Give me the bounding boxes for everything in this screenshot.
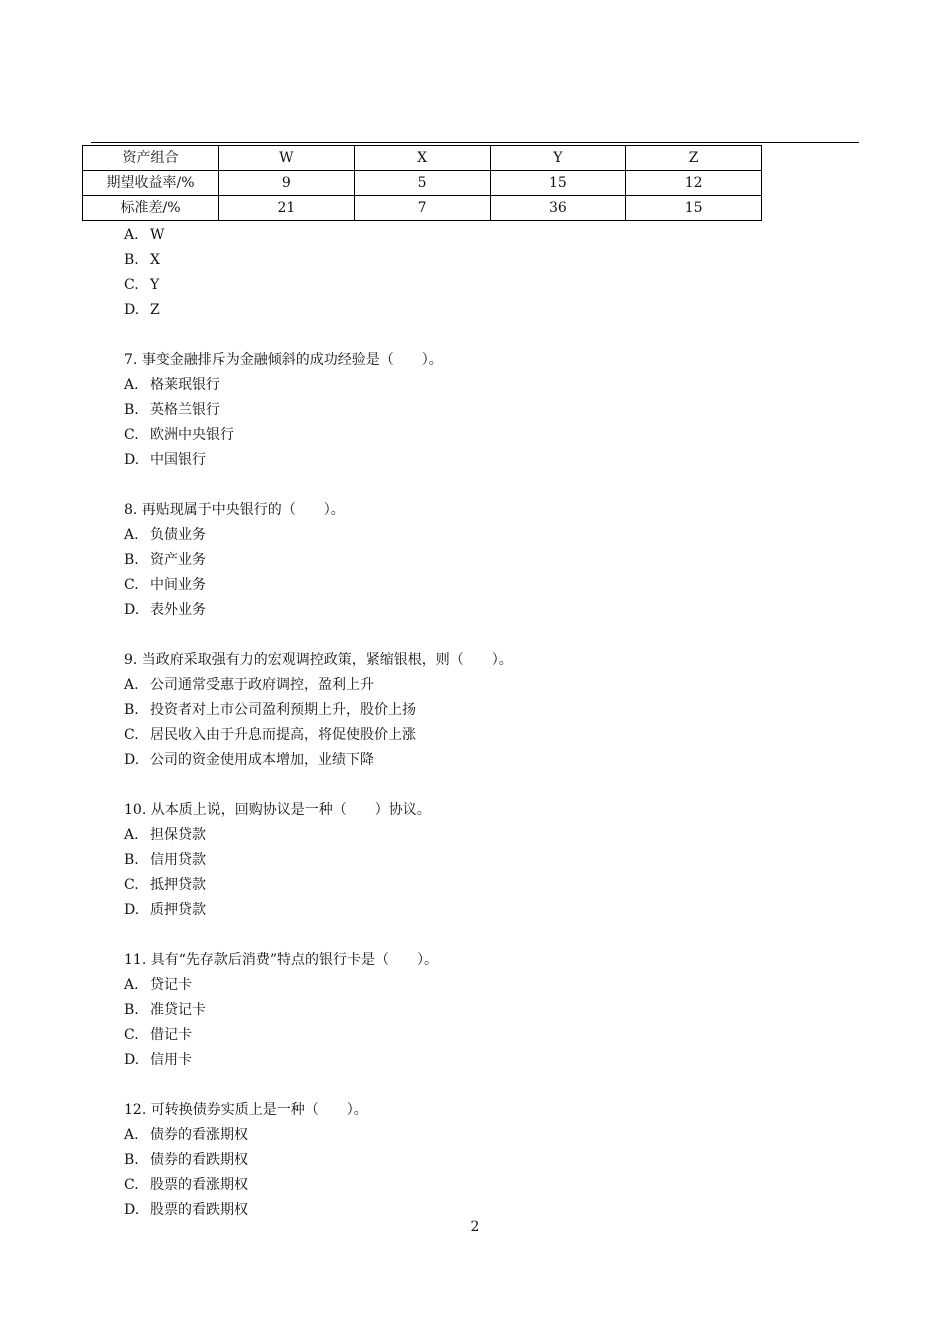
table-cell: Z — [626, 146, 762, 171]
option-line — [124, 1123, 824, 1148]
option-letter: B. — [124, 402, 139, 418]
option-line — [124, 223, 824, 248]
option-text: 公司的资金使用成本增加，业绩下降 — [150, 752, 374, 768]
option-letter: B. — [124, 1152, 139, 1168]
option-text: 担保贷款 — [150, 827, 206, 843]
table-cell: X — [354, 146, 490, 171]
option-letter: D. — [124, 752, 140, 768]
option-line — [124, 1023, 824, 1048]
option-letter: B. — [124, 1002, 139, 1018]
question-7 — [124, 348, 824, 473]
option-line — [124, 998, 824, 1023]
option-text: 准贷记卡 — [150, 1002, 206, 1018]
option-letter: C. — [124, 277, 139, 293]
option-text: Y — [150, 277, 160, 293]
q6-options — [124, 223, 824, 323]
option-letter: B. — [124, 552, 139, 568]
option-line — [124, 398, 824, 423]
option-text: Z — [150, 302, 160, 318]
table-cell: 36 — [490, 196, 626, 221]
option-letter: D. — [124, 1052, 140, 1068]
option-letter: D. — [124, 902, 140, 918]
option-line — [124, 748, 824, 773]
option-letter: C. — [124, 1177, 139, 1193]
question-content — [124, 223, 824, 1223]
option-text: 负债业务 — [150, 527, 206, 543]
table-cell: 9 — [219, 171, 355, 196]
question-stem: 7. 事变金融排斥为金融倾斜的成功经验是（ ）。 — [124, 352, 443, 368]
option-text: 英格兰银行 — [150, 402, 220, 418]
option-text: 抵押贷款 — [150, 877, 206, 893]
option-letter: B. — [124, 852, 139, 868]
option-text: 中间业务 — [150, 577, 206, 593]
table-cell: 21 — [219, 196, 355, 221]
option-line — [124, 823, 824, 848]
option-line — [124, 698, 824, 723]
option-text: 中国银行 — [150, 452, 206, 468]
option-text: 资产业务 — [150, 552, 206, 568]
question-stem: 11. 具有“先存款后消费”特点的银行卡是（ ）。 — [124, 952, 439, 968]
option-text: 信用卡 — [150, 1052, 192, 1068]
table-cell: 标准差/% — [83, 196, 219, 221]
option-line — [124, 448, 824, 473]
option-text: W — [150, 227, 165, 243]
option-line — [124, 248, 824, 273]
question-stem: 9. 当政府采取强有力的宏观调控政策，紧缩银根，则（ ）。 — [124, 652, 513, 668]
option-text: 居民收入由于升息而提高，将促使股价上涨 — [150, 727, 416, 743]
question-12 — [124, 1098, 824, 1223]
option-text: X — [150, 252, 160, 268]
question-stem: 12. 可转换债券实质上是一种（ ）。 — [124, 1102, 368, 1118]
option-text: 表外业务 — [150, 602, 206, 618]
option-letter: D. — [124, 602, 140, 618]
option-letter: D. — [124, 452, 140, 468]
option-letter: D. — [124, 1202, 140, 1218]
option-text: 质押贷款 — [150, 902, 206, 918]
question-stem: 10. 从本质上说，回购协议是一种（ ）协议。 — [124, 802, 431, 818]
option-letter: A. — [124, 977, 139, 993]
option-text: 股票的看涨期权 — [150, 1177, 248, 1193]
option-letter: B. — [124, 702, 139, 718]
option-letter: B. — [124, 252, 139, 268]
option-line — [124, 673, 824, 698]
option-letter: A. — [124, 1127, 139, 1143]
option-letter: C. — [124, 727, 139, 743]
option-line — [124, 598, 824, 623]
option-line — [124, 548, 824, 573]
table-header-row — [83, 146, 762, 171]
option-line — [124, 1173, 824, 1198]
question-stem: 8. 再贴现属于中央银行的（ ）。 — [124, 502, 345, 518]
question-8 — [124, 498, 824, 623]
option-text: 股票的看跌期权 — [150, 1202, 248, 1218]
table-row — [83, 171, 762, 196]
option-line — [124, 1148, 824, 1173]
question-11 — [124, 948, 824, 1073]
table-cell: 资产组合 — [83, 146, 219, 171]
table-cell: 5 — [354, 171, 490, 196]
page-number: 2 — [470, 1219, 480, 1235]
table-cell: 12 — [626, 171, 762, 196]
option-letter: A. — [124, 227, 139, 243]
option-letter: C. — [124, 427, 139, 443]
option-letter: A. — [124, 827, 139, 843]
option-text: 公司通常受惠于政府调控，盈利上升 — [150, 677, 374, 693]
option-line — [124, 1048, 824, 1073]
option-line — [124, 573, 824, 598]
option-text: 投资者对上市公司盈利预期上升，股价上扬 — [150, 702, 416, 718]
option-text: 债券的看涨期权 — [150, 1127, 248, 1143]
table-cell: 7 — [354, 196, 490, 221]
option-letter: C. — [124, 577, 139, 593]
table-cell: 15 — [626, 196, 762, 221]
table-cell: 15 — [490, 171, 626, 196]
option-line — [124, 848, 824, 873]
option-text: 信用贷款 — [150, 852, 206, 868]
table-row — [83, 196, 762, 221]
option-text: 贷记卡 — [150, 977, 192, 993]
option-line — [124, 373, 824, 398]
option-letter: A. — [124, 377, 139, 393]
option-line — [124, 298, 824, 323]
option-line — [124, 273, 824, 298]
table-cell: Y — [490, 146, 626, 171]
question-10 — [124, 798, 824, 923]
option-line — [124, 523, 824, 548]
option-letter: C. — [124, 1027, 139, 1043]
option-text: 格莱珉银行 — [150, 377, 220, 393]
option-line — [124, 898, 824, 923]
option-letter: D. — [124, 302, 140, 318]
option-line — [124, 973, 824, 998]
table-cell: 期望收益率/% — [83, 171, 219, 196]
option-text: 债券的看跌期权 — [150, 1152, 248, 1168]
option-letter: A. — [124, 527, 139, 543]
table-cell: W — [219, 146, 355, 171]
option-text: 借记卡 — [150, 1027, 192, 1043]
question-9 — [124, 648, 824, 773]
option-line — [124, 873, 824, 898]
option-line — [124, 723, 824, 748]
option-line — [124, 423, 824, 448]
asset-portfolio-table — [82, 145, 762, 221]
option-text: 欧洲中央银行 — [150, 427, 234, 443]
header-rule — [91, 142, 859, 143]
option-letter: A. — [124, 677, 139, 693]
option-letter: C. — [124, 877, 139, 893]
